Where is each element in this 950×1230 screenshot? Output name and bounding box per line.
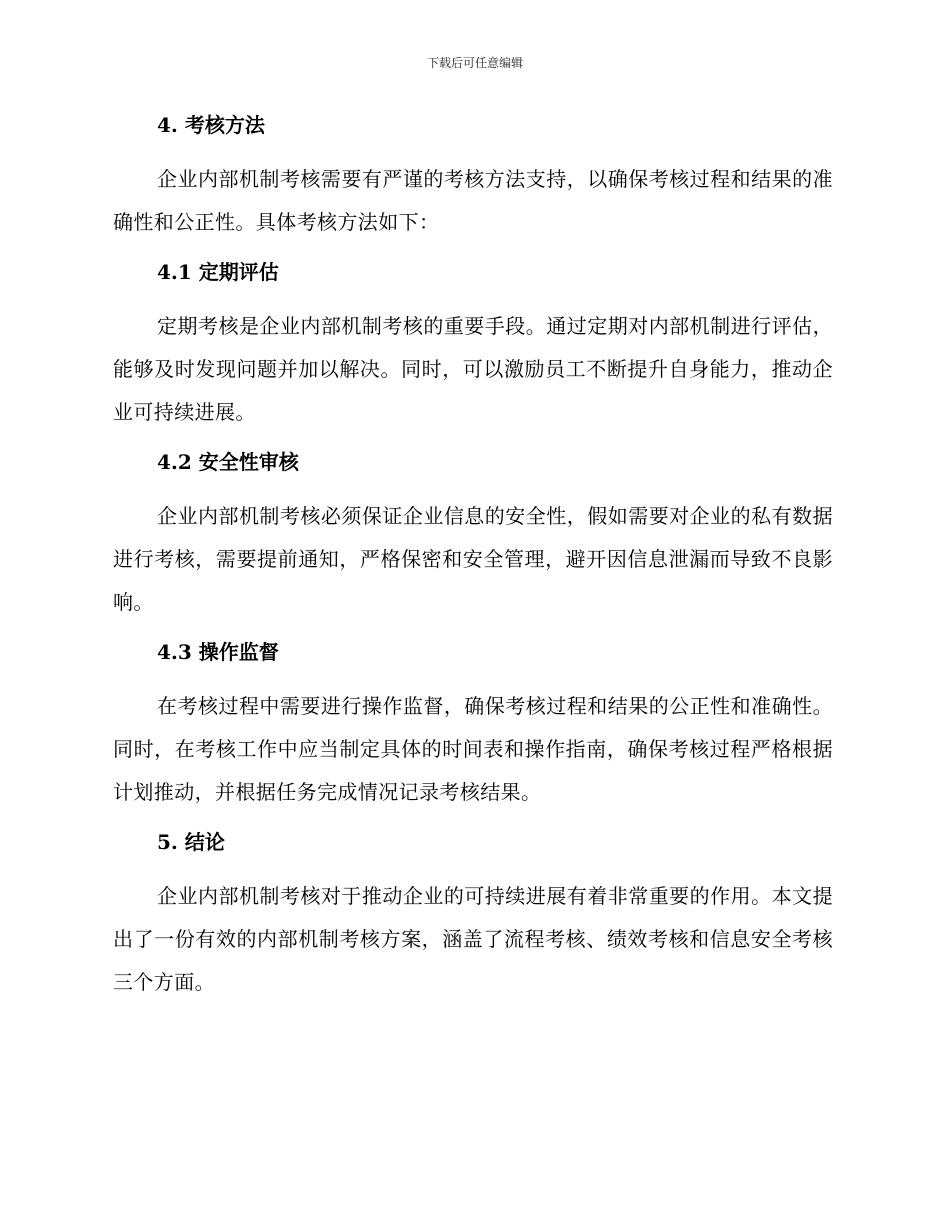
section-paragraph-conclusion: 企业内部机制考核对于推动企业的可持续进展有着非常重要的作用。本文提出了一份有效的内部机制考核方案，涵盖了流程考核、绩效考核和信息安全考核三个方面。 xyxy=(113,884,833,994)
section-heading-conclusion: 5. 结论 xyxy=(157,830,225,854)
section-paragraph-periodic-evaluation: 定期考核是企业内部机制考核的重要手段。通过定期对内部机制进行评估，能够及时发现问题并加以解决。同时，可以激励员工不断提升自身能力，推动企业可持续进展。 xyxy=(113,314,833,424)
section-paragraph-operation-supervision: 在考核过程中需要进行操作监督，确保考核过程和结果的公正性和准确性。同时，在考核工作中应当制定具体的时间表和操作指南，确保考核过程严格根据计划推动，并根据任务完成情况记录考核结果。 xyxy=(113,694,833,804)
section-heading-periodic-evaluation: 4.1 定期评估 xyxy=(157,260,279,284)
section-heading-operation-supervision: 4.3 操作监督 xyxy=(157,640,279,664)
page-header-note: 下载后可任意编辑 xyxy=(426,56,523,70)
section-paragraph-security-review: 企业内部机制考核必须保证企业信息的安全性，假如需要对企业的私有数据进行考核，需要提前通知，严格保密和安全管理，避开因信息泄漏而导致不良影响。 xyxy=(113,504,833,614)
section-heading-security-review: 4.2 安全性审核 xyxy=(157,450,299,474)
section-heading-methods: 4. 考核方法 xyxy=(157,113,265,137)
section-paragraph-methods: 企业内部机制考核需要有严谨的考核方法支持，以确保考核过程和结果的准确性和公正性。具体考核方法如下： xyxy=(113,167,833,234)
document-body xyxy=(113,110,833,1004)
